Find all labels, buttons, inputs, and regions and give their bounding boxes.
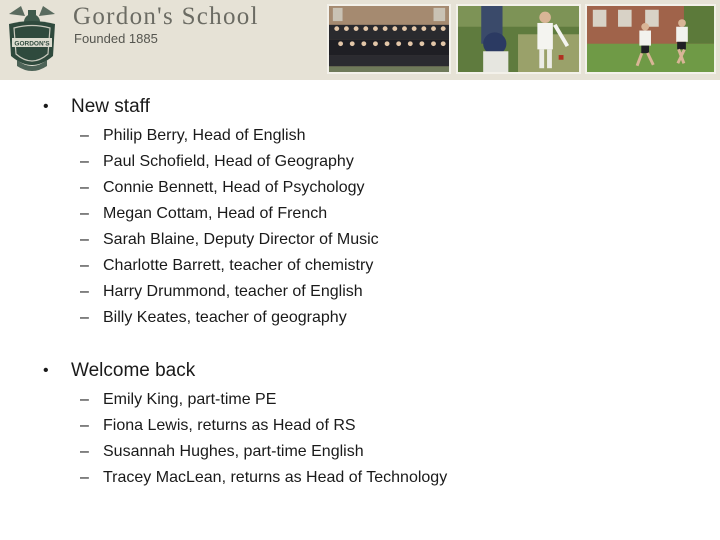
list-item-text: Paul Schofield, Head of Geography [103,153,354,170]
dash-symbol: – [80,257,89,274]
section-heading: New staff [71,96,150,117]
school-crest-logo [3,4,61,76]
dash-symbol: – [80,179,89,196]
section-heading: Welcome back [71,360,196,381]
dash-symbol: – [80,309,89,326]
list-item [0,466,720,492]
dash-symbol: – [80,283,89,300]
header-banner [0,0,720,80]
list-item [0,414,720,440]
dash-symbol: – [80,231,89,248]
list-item-text: Harry Drummond, teacher of English [103,283,363,300]
svg-text:GORDON'S: GORDON'S [14,40,50,48]
list-item [0,388,720,414]
dash-symbol: – [80,417,89,434]
list-item-text: Susannah Hughes, part-time English [103,443,364,460]
dash-symbol: – [80,469,89,486]
list-item [0,440,720,466]
founded-year: Founded 1885 [74,31,158,46]
section-welcome-back [0,360,720,486]
list-item [0,280,720,306]
list-item [0,202,720,228]
list-item [0,228,720,254]
dash-symbol: – [80,391,89,408]
list-item-text: Fiona Lewis, returns as Head of RS [103,417,356,434]
list-item [0,124,720,150]
dash-symbol: – [80,153,89,170]
list-item-text: Philip Berry, Head of English [103,127,306,144]
list-item-text: Emily King, part-time PE [103,391,277,408]
list-item-text: Sarah Blaine, Deputy Director of Music [103,231,379,248]
dash-symbol: – [80,205,89,222]
list-item-text: Charlotte Barrett, teacher of chemistry [103,257,374,274]
bullet-symbol: • [43,362,49,379]
list-item [0,306,720,332]
returning-staff-list [0,388,720,492]
list-item-text: Tracey MacLean, returns as Head of Technology [103,469,448,486]
section-new-staff [0,96,720,326]
list-item-text: Billy Keates, teacher of geography [103,309,347,326]
staff-list [0,124,720,332]
list-item [0,254,720,280]
team-photo [327,4,451,74]
dash-symbol: – [80,127,89,144]
running-race-photo [585,4,716,74]
list-item-text: Connie Bennett, Head of Psychology [103,179,365,196]
list-item-text: Megan Cottam, Head of French [103,205,328,222]
cricket-photo [456,4,581,74]
dash-symbol: – [80,443,89,460]
list-item [0,150,720,176]
bullet-symbol: • [43,98,49,115]
list-item [0,176,720,202]
school-name: Gordon's School [73,3,259,30]
